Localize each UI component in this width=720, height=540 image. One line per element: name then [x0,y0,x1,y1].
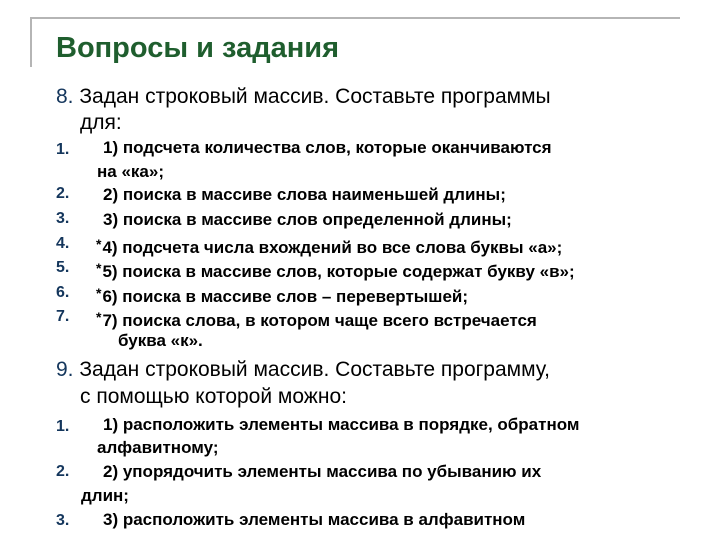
section-8-item-number: 1. [56,141,70,158]
section-8-heading-line2: для: [80,111,122,134]
section-8-item-7-line1 [96,307,537,331]
section-9-item-number: 2. [56,463,70,480]
section-8-item-number: 5. [56,259,70,276]
slide-frame-left [30,17,32,67]
section-8-item-1-line1: 1) подсчета количества слов, которые оканчиваются [103,138,552,157]
section-9-number: 9. [56,358,74,381]
section-9-item-2-line1: 2) упорядочить элементы массива по убыванию их [103,462,542,481]
starred-marker: * [96,285,102,301]
section-8-item-number: 6. [56,284,70,301]
slide-frame-top [30,17,680,19]
section-8-item-7-text: 7) поиска слова, в котором чаще всего встречается [102,311,537,330]
section-8-item-2: 2) поиска в массиве слова наименьшей длины; [103,185,506,204]
section-9-heading-line2: с помощью которой можно: [80,385,347,408]
section-8-number: 8. [56,85,74,108]
section-8-item-6-text: 6) поиска в массиве слов – перевертышей; [102,287,469,306]
section-9-item-2-line2: длин; [81,486,129,505]
section-8-item-1-line2: на «ка»; [97,162,164,181]
section-8-item-7-line2: буква «к». [118,331,203,350]
section-8-item-number: 4. [56,235,70,252]
section-9-item-1-line2: алфавитному; [97,438,219,457]
section-8-heading-line1: Задан строковый массив. Составьте программы [79,85,551,108]
section-8-item-number: 2. [56,185,70,202]
section-8-item-4 [96,234,562,258]
starred-marker: * [96,309,102,325]
section-9-item-number: 1. [56,418,70,435]
section-8-item-number: 3. [56,210,70,227]
starred-marker: * [96,236,102,252]
section-8-item-5-text: 5) поиска в массиве слов, которые содержат букву «в»; [102,262,575,281]
page-title: Вопросы и задания [56,32,340,64]
section-8-item-6 [96,283,468,307]
section-9-item-number: 3. [56,512,70,529]
section-8-item-number: 7. [56,308,70,325]
section-9-heading-line1: Задан строковый массив. Составьте программу, [79,358,551,381]
section-9-item-1-line1: 1) расположить элементы массива в порядке, обратном [103,415,580,434]
section-8-heading [56,84,551,110]
section-8-item-3: 3) поиска в массиве слов определенной длины; [103,210,512,229]
section-8-item-4-text: 4) подсчета числа вхождений во все слова буквы «а»; [102,238,563,257]
section-9-heading [56,357,550,383]
section-9-item-3: 3) расположить элементы массива в алфавитном [103,510,526,529]
starred-marker: * [96,260,102,276]
section-8-item-5 [96,258,575,282]
